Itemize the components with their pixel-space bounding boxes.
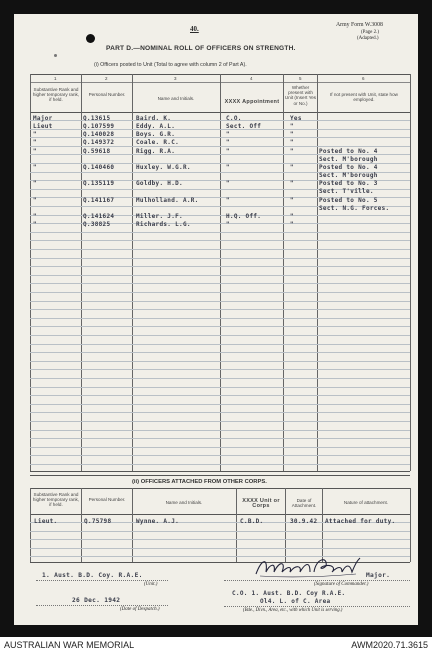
- cell-number: Q.141167: [83, 196, 115, 204]
- cell-name: Miller. J.F.: [136, 212, 183, 220]
- cell-name: Eddy. A.L.: [136, 123, 176, 131]
- cell-name: Wynne. A.J.: [136, 518, 180, 525]
- co-line-1: C.O. 1. Aust. B.D. Coy R.A.E.: [232, 590, 346, 597]
- cell-present: ": [290, 196, 294, 204]
- cell-name: Baird. K.: [136, 115, 172, 122]
- cell-rank: ": [33, 196, 37, 204]
- ruled-line: [30, 361, 410, 362]
- form-page: [14, 14, 418, 625]
- col-num-5: 5: [299, 76, 302, 81]
- ruled-line: [30, 447, 410, 448]
- section-i-heading: (i) Officers posted to Unit (Total to agree with column 2 of Part A).: [94, 62, 247, 68]
- punch-hole: [86, 34, 95, 43]
- cell-appointment: H.Q. Off.: [226, 212, 262, 220]
- cell-employed: Sect. M'borough: [319, 155, 378, 163]
- ii-header-date: Date of Attachment.: [291, 498, 317, 509]
- cell-employed: Posted to No. 4: [319, 147, 378, 155]
- cell-number: Q.135119: [83, 180, 115, 188]
- col-num-2: 2: [105, 76, 108, 81]
- cell-rank: ": [33, 212, 37, 220]
- cell-name: Mulholland. A.R.: [136, 196, 199, 204]
- despatch-date: 26 Dec. 1942: [72, 597, 121, 604]
- ruled-line: [30, 421, 410, 422]
- army-form-number: Army Form W.3008: [336, 22, 383, 28]
- page-note: (Page 2.): [361, 30, 380, 35]
- cell-rank: Lieut: [33, 123, 53, 131]
- ruled-line: [30, 531, 410, 532]
- cell-rank: ": [33, 180, 37, 188]
- ruled-line: [30, 301, 410, 302]
- col-num-1: 1: [54, 76, 57, 81]
- cell-appointment: Sect. Off: [226, 123, 262, 131]
- ruled-line: [30, 249, 410, 250]
- ruled-line: [30, 258, 410, 259]
- ruled-line: [30, 387, 410, 388]
- caption-left: AUSTRALIAN WAR MEMORIAL: [4, 640, 135, 650]
- ii-header-rank: Substantive Rank and higher temporary rank, if held.: [32, 492, 80, 508]
- cell-appointment: ": [226, 180, 230, 188]
- unit-value: 1. Aust. B.D. Coy. R.A.E.: [42, 572, 143, 579]
- cell-rank: ": [33, 131, 37, 139]
- cell-name: Rigg. R.A.: [136, 147, 176, 155]
- ii-header-unit: XXXX Unit or Corps: [242, 498, 280, 510]
- ruled-line: [30, 539, 410, 540]
- cell-appointment: ": [226, 163, 230, 171]
- ruled-line: [30, 335, 410, 336]
- ruled-line: [30, 318, 410, 319]
- col-num-3: 3: [174, 76, 177, 81]
- cell-rank: Lieut.: [34, 518, 58, 525]
- cell-present: ": [290, 220, 294, 228]
- cell-appointment: ": [226, 147, 230, 155]
- ruled-line: [30, 455, 410, 456]
- co-line-2: Ol4. L. of C. Area: [260, 598, 331, 605]
- col-header-number: Personal Number.: [88, 92, 126, 97]
- cell-present: ": [290, 212, 294, 220]
- ii-header-number: Personal Number.: [88, 497, 126, 502]
- cell-unit: C.B.D.: [240, 518, 264, 525]
- cell-appointment: ": [226, 139, 230, 147]
- ruled-line: [30, 266, 410, 267]
- ruled-line: [30, 352, 410, 353]
- cell-number: Q.59618: [83, 147, 111, 155]
- ruled-line: [30, 430, 410, 431]
- ruled-line: [30, 548, 410, 549]
- ruled-line: [30, 283, 410, 284]
- cell-present: ": [290, 163, 294, 171]
- caption-right: AWM2020.71.3615: [351, 640, 428, 650]
- page-ref: 40.: [190, 25, 199, 33]
- col-header-name: Name and Initials.: [157, 96, 195, 101]
- cell-employed: Posted to No. 5: [319, 196, 378, 204]
- col-header-present: Whether present with Unit (Insert Yes or No.): [284, 85, 317, 106]
- cell-present: ": [290, 123, 294, 131]
- cell-rank: ": [33, 220, 37, 228]
- ruled-line: [30, 438, 410, 439]
- bde-label: (Bde., Divn., Area, etc., with which Unit is serving.): [243, 608, 343, 613]
- punch-hole-mark: [54, 54, 57, 57]
- cell-employed: Posted to No. 3: [319, 180, 378, 188]
- col-num-6: 6: [362, 76, 365, 81]
- ruled-line: [30, 404, 410, 405]
- cell-appointment: ": [226, 131, 230, 139]
- cell-number: Q.140028: [83, 131, 115, 139]
- cell-present: ": [290, 139, 294, 147]
- ruled-line: [30, 232, 410, 233]
- ruled-line: [30, 464, 410, 465]
- cell-employed: Sect. T'ville.: [319, 188, 374, 196]
- section-ii-heading: (ii) OFFICERS ATTACHED FROM OTHER CORPS.: [132, 479, 267, 485]
- cell-rank: ": [33, 139, 37, 147]
- signature-label: (Signature of Commander.): [314, 582, 369, 587]
- col-header-employed: If not present with Unit, state how employed.: [330, 92, 398, 103]
- col-header-appointment: XXXX Appointment: [224, 99, 280, 105]
- form-title: PART D.—NOMINAL ROLL OF OFFICERS ON STRENGTH.: [106, 45, 296, 52]
- ruled-line: [30, 369, 410, 370]
- commander-signature: [252, 554, 364, 580]
- ruled-line: [30, 378, 410, 379]
- ruled-line: [30, 395, 410, 396]
- cell-present: ": [290, 147, 294, 155]
- cell-number: Q.149372: [83, 139, 115, 147]
- cell-name: Coale. R.C.: [136, 139, 180, 147]
- cell-rank: Major: [33, 115, 53, 122]
- cell-number: Q.141624: [83, 212, 115, 220]
- cell-present: ": [290, 180, 294, 188]
- col-header-rank: Substantive Rank and higher temporary rank, if held.: [32, 87, 80, 103]
- cell-name: Huxley. W.G.R.: [136, 163, 191, 171]
- ii-header-nature: Nature of attachment.: [343, 500, 389, 505]
- ruled-line: [30, 309, 410, 310]
- cell-employed: Sect. N.G. Forces.: [319, 204, 390, 212]
- cell-rank: ": [33, 147, 37, 155]
- cell-number: Q.75798: [84, 518, 112, 525]
- cell-rank: ": [33, 163, 37, 171]
- cell-number: Q.140460: [83, 163, 115, 171]
- ruled-line: [30, 240, 410, 241]
- ruled-line: [30, 292, 410, 293]
- cell-number: Q.38825: [83, 220, 111, 228]
- cell-number: Q.107599: [83, 123, 115, 131]
- cell-date: 30.9.42: [290, 518, 318, 525]
- ruled-line: [30, 326, 410, 327]
- ruled-line: [30, 275, 410, 276]
- cell-appointment: ": [226, 196, 230, 204]
- cell-name: Goldby. H.D.: [136, 180, 183, 188]
- cell-appointment: C.O.: [226, 115, 242, 122]
- cell-number: Q.13615: [83, 115, 111, 122]
- unit-label: (Unit.): [144, 582, 158, 587]
- ruled-line: [30, 344, 410, 345]
- cell-employed: Sect. M'borough: [319, 172, 378, 180]
- cell-nature: Attached for duty.: [325, 518, 396, 525]
- cell-present: Yes: [290, 115, 302, 122]
- cell-appointment: ": [226, 220, 230, 228]
- adapted-note: (Adapted.): [357, 36, 379, 41]
- ii-header-name: Name and Initials.: [165, 500, 203, 505]
- ruled-line: [30, 412, 410, 413]
- cell-name: Richards. L.G.: [136, 220, 191, 228]
- caption-bar: [0, 637, 432, 653]
- cell-present: ": [290, 131, 294, 139]
- cell-employed: Posted to No. 4: [319, 163, 378, 171]
- signature-rank: Major.: [366, 572, 391, 579]
- col-num-4: 4: [250, 76, 253, 81]
- cell-name: Boys. G.R.: [136, 131, 176, 139]
- despatch-date-label: (Date of Despatch.): [120, 607, 160, 612]
